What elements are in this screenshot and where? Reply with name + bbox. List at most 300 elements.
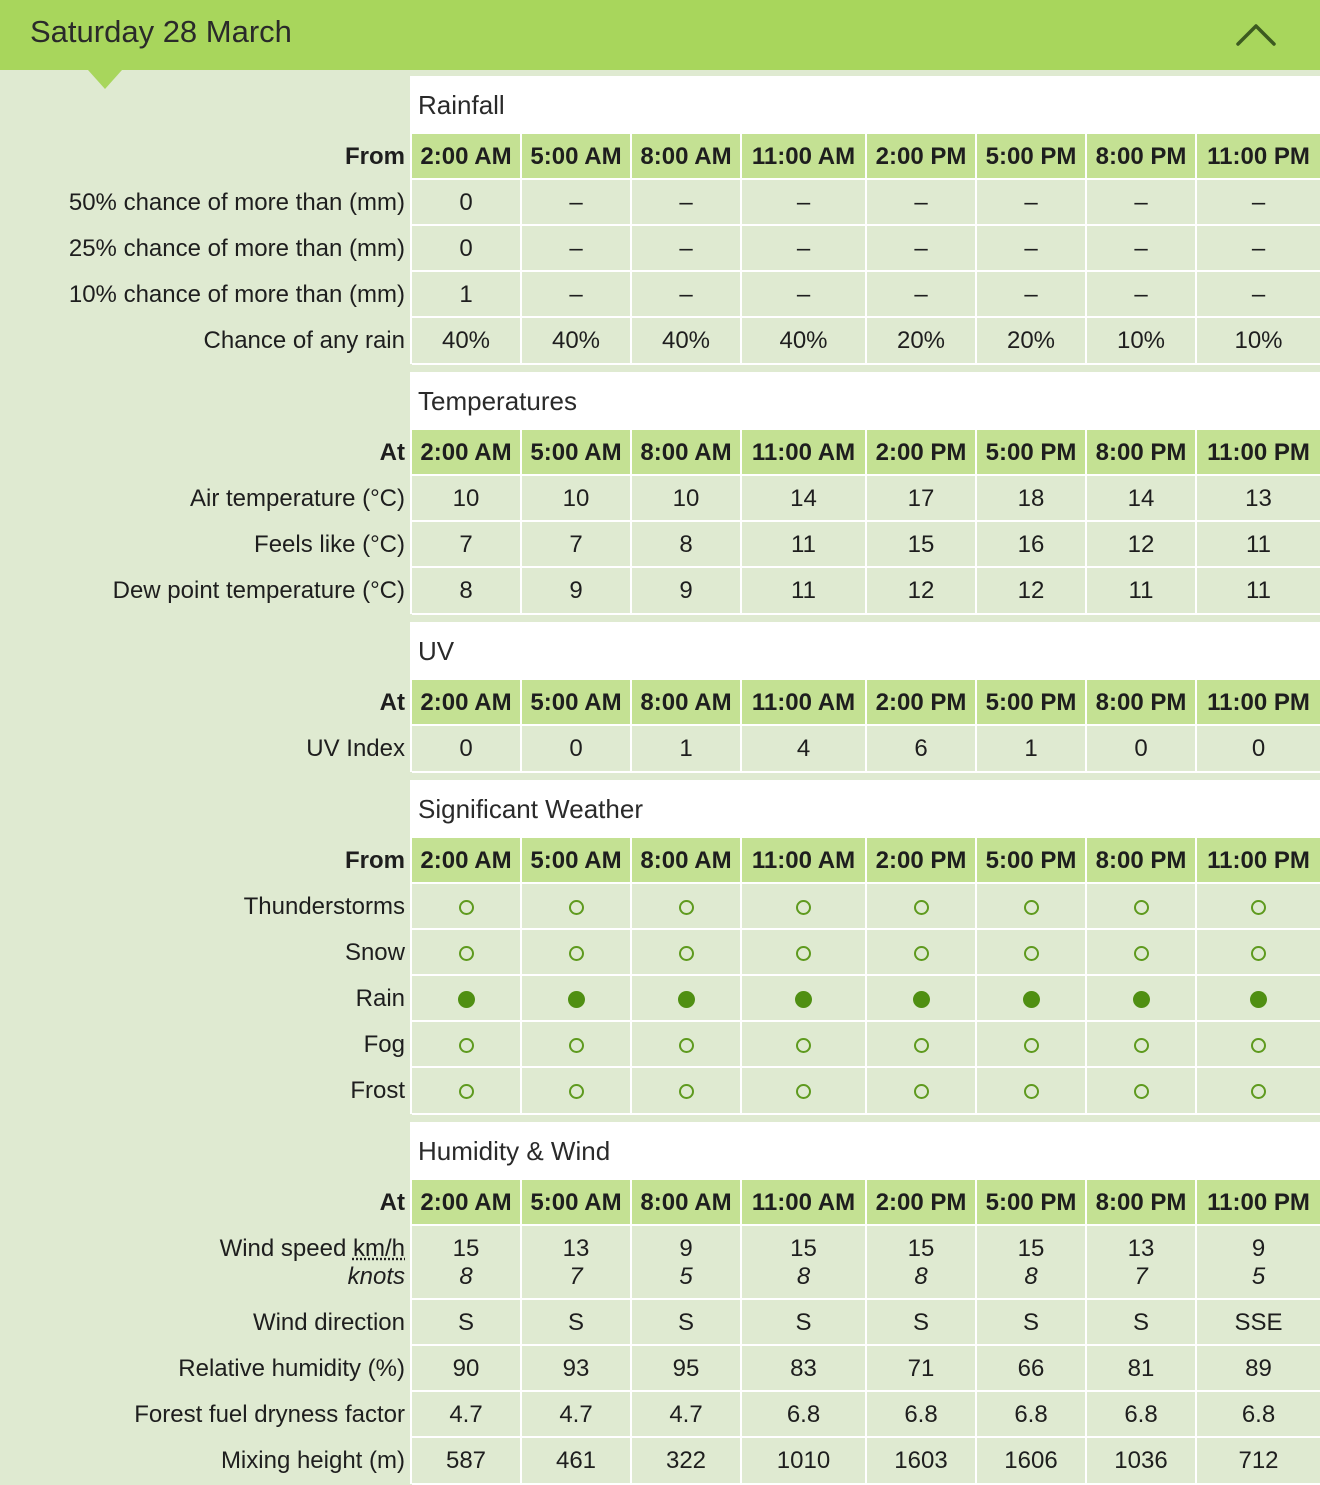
- wind-kmh-value: 15: [790, 1235, 817, 1262]
- empty-dot-icon: [459, 1038, 474, 1053]
- time-header-cell: 8:00 PM: [1087, 134, 1195, 180]
- table-cell: [867, 1022, 975, 1068]
- table-row: [0, 884, 1320, 930]
- row-label: Dew point temperature (°C): [112, 577, 405, 604]
- column-divider: [630, 838, 632, 1114]
- table-row: [0, 1300, 1320, 1346]
- table-row: [0, 180, 1320, 226]
- table-cell: 6: [867, 726, 975, 772]
- table-cell: [412, 1226, 520, 1300]
- table-cell: –: [632, 226, 740, 272]
- table-cell: 11: [1197, 522, 1320, 568]
- time-header-cell: 8:00 PM: [1087, 430, 1195, 476]
- table-cell: 11: [1197, 568, 1320, 614]
- table-cell: 9: [632, 568, 740, 614]
- wind-knots-value: 5: [1251, 1263, 1266, 1290]
- empty-dot-icon: [1134, 1084, 1149, 1099]
- column-divider: [520, 838, 522, 1114]
- time-header-cell: 5:00 PM: [977, 134, 1085, 180]
- empty-dot-icon: [796, 1038, 811, 1053]
- wind-knots-value: 5: [679, 1263, 693, 1290]
- column-divider: [630, 680, 632, 772]
- table-cell: 7: [412, 522, 520, 568]
- table-row: [0, 476, 1320, 522]
- empty-dot-icon: [569, 1038, 584, 1053]
- table-cell: 13: [1197, 476, 1320, 522]
- table-cell: S: [632, 1300, 740, 1346]
- time-header-cell: 5:00 AM: [522, 838, 630, 884]
- empty-dot-icon: [914, 946, 929, 961]
- column-divider: [865, 838, 867, 1114]
- table-cell: [1197, 930, 1320, 976]
- table-cell: 712: [1197, 1438, 1320, 1484]
- table-cell: –: [1087, 226, 1195, 272]
- table-cell: 0: [412, 726, 520, 772]
- table-row: [0, 272, 1320, 318]
- table-cell: [742, 1022, 865, 1068]
- column-divider: [740, 134, 742, 364]
- table-cell: 587: [412, 1438, 520, 1484]
- row-label: 10% chance of more than (mm): [68, 281, 405, 308]
- column-divider: [740, 680, 742, 772]
- time-header-cell: 5:00 AM: [522, 680, 630, 726]
- empty-dot-icon: [1251, 946, 1266, 961]
- column-divider: [410, 1180, 412, 1484]
- empty-dot-icon: [796, 900, 811, 915]
- table-cell: [632, 884, 740, 930]
- table-cell: [632, 1226, 740, 1300]
- table-cell: [977, 976, 1085, 1022]
- column-divider: [1085, 680, 1087, 772]
- table-cell: 322: [632, 1438, 740, 1484]
- wind-kmh-value: 9: [679, 1235, 693, 1262]
- table-cell: [522, 976, 630, 1022]
- table-cell: S: [522, 1300, 630, 1346]
- column-divider: [1195, 680, 1197, 772]
- table-cell: [1197, 884, 1320, 930]
- wind-kmh-value: 13: [562, 1235, 590, 1262]
- column-divider: [630, 134, 632, 364]
- table-cell: [522, 1022, 630, 1068]
- column-divider: [630, 430, 632, 614]
- table-cell: 20%: [867, 318, 975, 364]
- section-title: Temperatures: [410, 372, 1320, 430]
- empty-dot-icon: [1134, 946, 1149, 961]
- empty-dot-icon: [1251, 900, 1266, 915]
- column-divider: [975, 838, 977, 1114]
- table-cell: 11: [742, 568, 865, 614]
- time-header-cell: 5:00 PM: [977, 838, 1085, 884]
- column-divider: [1085, 134, 1087, 364]
- column-divider: [975, 430, 977, 614]
- table-cell: 20%: [977, 318, 1085, 364]
- table-cell: 0: [522, 726, 630, 772]
- row-label: Mixing height (m): [220, 1447, 405, 1474]
- time-header-cell: 5:00 AM: [522, 1180, 630, 1226]
- table-cell: [1197, 976, 1320, 1022]
- table-cell: 8: [412, 568, 520, 614]
- time-header-cell: 2:00 PM: [867, 838, 975, 884]
- table-cell: 89: [1197, 1346, 1320, 1392]
- time-header-cell: 8:00 AM: [632, 1180, 740, 1226]
- empty-dot-icon: [1024, 1084, 1039, 1099]
- filled-dot-icon: [1250, 991, 1267, 1008]
- table-cell: 6.8: [1087, 1392, 1195, 1438]
- filled-dot-icon: [678, 991, 695, 1008]
- header-pointer: [88, 70, 122, 89]
- table-cell: 93: [522, 1346, 630, 1392]
- table-row: [0, 1022, 1320, 1068]
- wind-speed-label-text: Wind speed: [219, 1235, 347, 1262]
- section-title: Significant Weather: [410, 780, 1320, 838]
- time-header-cell: 5:00 AM: [522, 134, 630, 180]
- time-header-cell: 2:00 AM: [412, 134, 520, 180]
- row-label: UV Index: [306, 735, 405, 762]
- empty-dot-icon: [569, 946, 584, 961]
- table-cell: 12: [867, 568, 975, 614]
- empty-dot-icon: [679, 900, 694, 915]
- table-row: [0, 930, 1320, 976]
- time-header-label: At: [379, 1189, 405, 1216]
- wind-knots-value: 8: [914, 1263, 928, 1290]
- wind-knots-value: 7: [569, 1263, 583, 1290]
- table-cell: 1: [632, 726, 740, 772]
- empty-dot-icon: [679, 946, 694, 961]
- table-cell: 10: [412, 476, 520, 522]
- column-divider: [865, 430, 867, 614]
- time-header-cell: 2:00 PM: [867, 430, 975, 476]
- time-header-cell: 5:00 AM: [522, 430, 630, 476]
- table-cell: 66: [977, 1346, 1085, 1392]
- filled-dot-icon: [795, 991, 812, 1008]
- row-divider: [412, 613, 1320, 615]
- column-divider: [520, 430, 522, 614]
- table-row: [0, 568, 1320, 614]
- table-row: [0, 1438, 1320, 1484]
- table-cell: [977, 930, 1085, 976]
- table-cell: 14: [1087, 476, 1195, 522]
- empty-dot-icon: [569, 900, 584, 915]
- empty-dot-icon: [796, 1084, 811, 1099]
- table-cell: 12: [1087, 522, 1195, 568]
- time-header-cell: 11:00 AM: [742, 680, 865, 726]
- empty-dot-icon: [459, 900, 474, 915]
- filled-dot-icon: [1023, 991, 1040, 1008]
- time-header-cell: 2:00 PM: [867, 680, 975, 726]
- table-cell: 0: [412, 226, 520, 272]
- table-cell: [1087, 930, 1195, 976]
- empty-dot-icon: [796, 946, 811, 961]
- table-cell: [412, 1068, 520, 1114]
- table-cell: [632, 1068, 740, 1114]
- table-cell: [867, 1226, 975, 1300]
- time-header-cell: 8:00 PM: [1087, 680, 1195, 726]
- column-divider: [410, 430, 412, 614]
- time-header-label: From: [345, 847, 405, 874]
- table-row: [0, 1068, 1320, 1114]
- time-header-cell: 11:00 AM: [742, 838, 865, 884]
- column-divider: [630, 1180, 632, 1484]
- column-divider: [1085, 1180, 1087, 1484]
- time-header-cell: 11:00 AM: [742, 134, 865, 180]
- table-cell: 1036: [1087, 1438, 1195, 1484]
- column-divider: [865, 134, 867, 364]
- table-cell: [867, 976, 975, 1022]
- table-cell: [522, 1226, 630, 1300]
- time-header-cell: 11:00 PM: [1197, 680, 1320, 726]
- table-cell: –: [977, 272, 1085, 318]
- table-cell: 4.7: [632, 1392, 740, 1438]
- time-header-cell: 5:00 PM: [977, 430, 1085, 476]
- table-cell: 8: [632, 522, 740, 568]
- wind-knots-value: 8: [459, 1263, 473, 1290]
- time-header-cell: 2:00 PM: [867, 134, 975, 180]
- table-cell: 6.8: [977, 1392, 1085, 1438]
- table-cell: 4.7: [412, 1392, 520, 1438]
- table-cell: 7: [522, 522, 630, 568]
- table-cell: S: [977, 1300, 1085, 1346]
- table-cell: –: [1197, 180, 1320, 226]
- table-cell: –: [1197, 272, 1320, 318]
- day-header[interactable]: [0, 0, 1320, 70]
- row-label: Wind direction: [252, 1309, 405, 1336]
- table-cell: [742, 930, 865, 976]
- table-row: [0, 1226, 1320, 1300]
- time-header-cell: 11:00 PM: [1197, 134, 1320, 180]
- section-title: Humidity & Wind: [410, 1122, 1320, 1180]
- empty-dot-icon: [1134, 900, 1149, 915]
- table-cell: [867, 884, 975, 930]
- table-cell: 40%: [742, 318, 865, 364]
- time-header-label: At: [379, 689, 405, 716]
- table-cell: [977, 1022, 1085, 1068]
- table-cell: –: [1087, 180, 1195, 226]
- table-cell: [412, 884, 520, 930]
- column-divider: [1085, 430, 1087, 614]
- table-cell: 17: [867, 476, 975, 522]
- day-title: Saturday 28 March: [30, 14, 292, 49]
- table-cell: [1197, 1022, 1320, 1068]
- table-cell: 1: [412, 272, 520, 318]
- empty-dot-icon: [569, 1084, 584, 1099]
- time-header-cell: 2:00 AM: [412, 1180, 520, 1226]
- section-title: UV: [410, 622, 1320, 680]
- row-divider: [412, 363, 1320, 365]
- table-cell: –: [867, 180, 975, 226]
- table-cell: 11: [742, 522, 865, 568]
- table-cell: –: [522, 272, 630, 318]
- filled-dot-icon: [458, 991, 475, 1008]
- column-divider: [410, 134, 412, 364]
- row-label: Relative humidity (%): [178, 1355, 405, 1382]
- table-cell: [742, 884, 865, 930]
- empty-dot-icon: [1251, 1038, 1266, 1053]
- wind-knots-value: 7: [1134, 1263, 1148, 1290]
- table-cell: –: [632, 272, 740, 318]
- row-label: Frost: [350, 1077, 405, 1104]
- table-cell: [742, 1226, 865, 1300]
- table-cell: 18: [977, 476, 1085, 522]
- table-cell: [412, 930, 520, 976]
- table-cell: [412, 1022, 520, 1068]
- table-cell: [1087, 1022, 1195, 1068]
- table-cell: [1087, 976, 1195, 1022]
- table-cell: [867, 1068, 975, 1114]
- table-cell: 40%: [632, 318, 740, 364]
- column-divider: [975, 680, 977, 772]
- row-divider: [412, 771, 1320, 773]
- empty-dot-icon: [1024, 946, 1039, 961]
- table-row: [0, 726, 1320, 772]
- table-cell: 6.8: [867, 1392, 975, 1438]
- time-header-cell: 5:00 PM: [977, 680, 1085, 726]
- table-cell: [522, 1068, 630, 1114]
- row-label: Thunderstorms: [243, 893, 405, 920]
- time-header-cell: 2:00 AM: [412, 838, 520, 884]
- column-divider: [975, 1180, 977, 1484]
- table-cell: 83: [742, 1346, 865, 1392]
- column-divider: [1195, 838, 1197, 1114]
- time-header-cell: 8:00 AM: [632, 680, 740, 726]
- table-cell: [742, 976, 865, 1022]
- table-cell: 9: [522, 568, 630, 614]
- wind-kmh-value: 15: [452, 1235, 480, 1262]
- table-cell: 6.8: [742, 1392, 865, 1438]
- table-cell: 40%: [412, 318, 520, 364]
- table-row: [0, 976, 1320, 1022]
- table-cell: [1087, 884, 1195, 930]
- table-cell: [1087, 1068, 1195, 1114]
- filled-dot-icon: [568, 991, 585, 1008]
- empty-dot-icon: [1251, 1084, 1266, 1099]
- table-cell: 81: [1087, 1346, 1195, 1392]
- time-header-row: [0, 134, 1320, 180]
- table-cell: 1: [977, 726, 1085, 772]
- table-row: [0, 226, 1320, 272]
- time-header-cell: 2:00 PM: [867, 1180, 975, 1226]
- wind-knots-value: 8: [1024, 1263, 1038, 1290]
- table-row: [0, 1392, 1320, 1438]
- time-header-cell: 11:00 AM: [742, 430, 865, 476]
- knots-unit-label: knots: [347, 1263, 405, 1290]
- table-cell: 11: [1087, 568, 1195, 614]
- table-cell: –: [867, 226, 975, 272]
- table-cell: 1606: [977, 1438, 1085, 1484]
- section-title: Rainfall: [410, 76, 1320, 134]
- chevron-up-icon[interactable]: [1234, 12, 1278, 56]
- time-header-cell: 2:00 AM: [412, 430, 520, 476]
- table-cell: 461: [522, 1438, 630, 1484]
- wind-speed-label: [220, 1235, 405, 1263]
- time-header-cell: 8:00 AM: [632, 134, 740, 180]
- table-cell: 0: [412, 180, 520, 226]
- table-cell: 1010: [742, 1438, 865, 1484]
- row-label: Snow: [344, 939, 405, 966]
- table-cell: 4: [742, 726, 865, 772]
- empty-dot-icon: [459, 1084, 474, 1099]
- table-cell: S: [742, 1300, 865, 1346]
- table-cell: [742, 1068, 865, 1114]
- empty-dot-icon: [1024, 1038, 1039, 1053]
- row-label: Chance of any rain: [203, 327, 405, 354]
- table-cell: SSE: [1197, 1300, 1320, 1346]
- time-header-cell: 11:00 AM: [742, 1180, 865, 1226]
- table-cell: [522, 930, 630, 976]
- table-cell: S: [412, 1300, 520, 1346]
- table-cell: 16: [977, 522, 1085, 568]
- time-header-cell: 8:00 AM: [632, 430, 740, 476]
- empty-dot-icon: [914, 1084, 929, 1099]
- table-cell: –: [1197, 226, 1320, 272]
- table-cell: 10: [522, 476, 630, 522]
- filled-dot-icon: [913, 991, 930, 1008]
- column-divider: [740, 430, 742, 614]
- row-label: Fog: [363, 1031, 405, 1058]
- time-header-cell: 8:00 PM: [1087, 838, 1195, 884]
- column-divider: [740, 838, 742, 1114]
- column-divider: [520, 680, 522, 772]
- row-label: Air temperature (°C): [190, 485, 405, 512]
- wind-kmh-value: 9: [1251, 1235, 1266, 1262]
- column-divider: [740, 1180, 742, 1484]
- column-divider: [865, 680, 867, 772]
- table-cell: 10%: [1087, 318, 1195, 364]
- table-cell: [632, 976, 740, 1022]
- table-cell: –: [977, 226, 1085, 272]
- table-row: [0, 318, 1320, 364]
- table-row: [0, 1346, 1320, 1392]
- table-cell: 95: [632, 1346, 740, 1392]
- filled-dot-icon: [1133, 991, 1150, 1008]
- wind-kmh-value: 15: [907, 1235, 935, 1262]
- column-divider: [865, 1180, 867, 1484]
- table-cell: [867, 930, 975, 976]
- table-cell: S: [1087, 1300, 1195, 1346]
- column-divider: [975, 134, 977, 364]
- time-header-row: [0, 838, 1320, 884]
- row-label: 50% chance of more than (mm): [68, 189, 405, 216]
- table-cell: 15: [867, 522, 975, 568]
- table-cell: 0: [1087, 726, 1195, 772]
- table-cell: [632, 1022, 740, 1068]
- time-header-label: At: [379, 439, 405, 466]
- wind-kmh-value: 15: [1017, 1235, 1045, 1262]
- empty-dot-icon: [1134, 1038, 1149, 1053]
- table-cell: –: [522, 180, 630, 226]
- table-cell: 0: [1197, 726, 1320, 772]
- table-cell: 1603: [867, 1438, 975, 1484]
- time-header-cell: 8:00 AM: [632, 838, 740, 884]
- row-label: Feels like (°C): [254, 531, 405, 558]
- kmh-unit-link[interactable]: km/h: [352, 1235, 405, 1262]
- wind-knots-value: 8: [796, 1263, 811, 1290]
- table-cell: [1197, 1226, 1320, 1300]
- row-divider: [412, 1113, 1320, 1115]
- time-header-cell: 2:00 AM: [412, 680, 520, 726]
- row-label: Rain: [355, 985, 405, 1012]
- table-cell: –: [632, 180, 740, 226]
- table-cell: 6.8: [1197, 1392, 1320, 1438]
- time-header-row: [0, 430, 1320, 476]
- column-divider: [1085, 838, 1087, 1114]
- time-header-row: [0, 680, 1320, 726]
- empty-dot-icon: [679, 1038, 694, 1053]
- empty-dot-icon: [459, 946, 474, 961]
- table-cell: –: [1087, 272, 1195, 318]
- table-cell: 10%: [1197, 318, 1320, 364]
- time-header-cell: 11:00 PM: [1197, 1180, 1320, 1226]
- table-cell: 10: [632, 476, 740, 522]
